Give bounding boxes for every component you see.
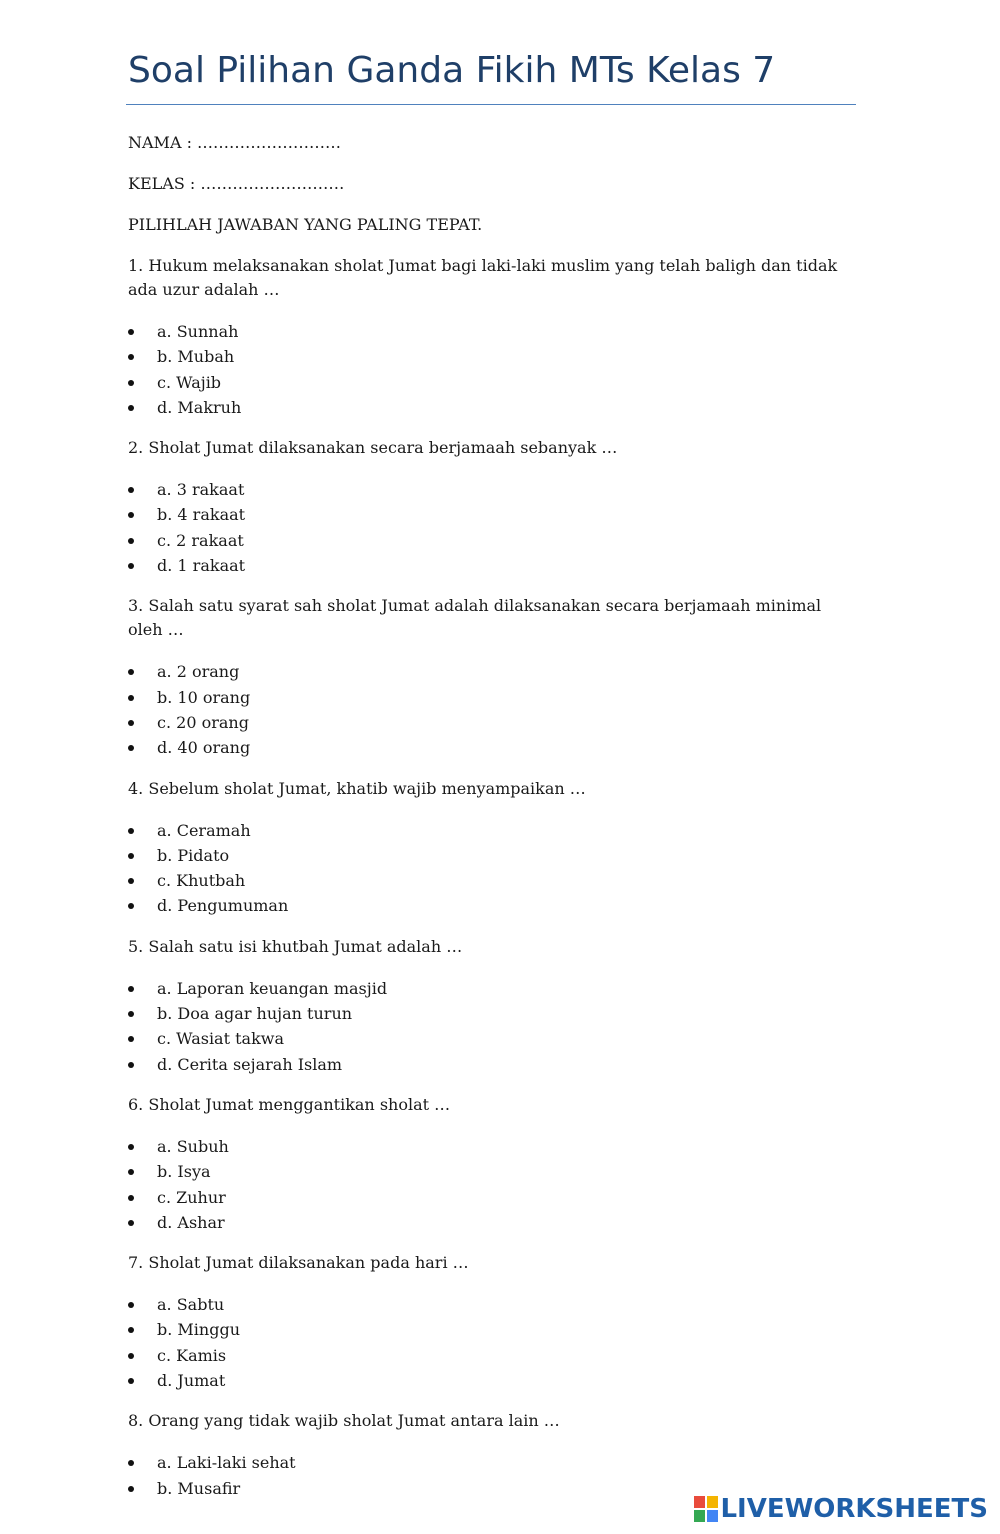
class-field[interactable]: KELAS : ……………………… [128,174,345,193]
answer-option[interactable] [128,1211,838,1236]
answer-option[interactable] [128,1344,838,1369]
option-label: d. 40 orang [157,738,251,758]
bullet-icon [128,986,134,992]
answer-option[interactable] [128,736,838,761]
option-label: a. 3 rakaat [157,480,245,500]
option-label: c. Wasiat takwa [157,1029,285,1049]
bullet-icon [128,1460,134,1466]
worksheet-body [128,131,838,1517]
bullet-icon [128,1011,134,1017]
bullet-icon [128,1062,134,1068]
bullet-icon [128,1036,134,1042]
answer-option[interactable] [128,686,838,711]
bullet-icon [128,903,134,909]
instruction-text: PILIHLAH JAWABAN YANG PALING TEPAT. [128,215,483,234]
option-label: b. 4 rakaat [157,505,246,525]
option-label: a. Sabtu [157,1295,225,1315]
option-label: d. Pengumuman [157,896,289,916]
bullet-icon [128,1486,134,1492]
bullet-icon [128,853,134,859]
option-label: a. Ceramah [157,820,251,840]
option-label: c. Kamis [157,1345,227,1365]
answer-option[interactable] [128,1293,838,1318]
bullet-icon [128,828,134,834]
question-text: 5. Salah satu isi khutbah Jumat adalah … [128,936,463,956]
option-label: b. Minggu [157,1320,241,1340]
answer-option[interactable] [128,1451,838,1476]
option-label: b. Doa agar hujan turun [157,1004,353,1024]
question-text: 3. Salah satu syarat sah sholat Jumat adalah dilaksanakan secara berjamaah minimal oleh … [128,596,822,640]
question-text: 7. Sholat Jumat dilaksanakan pada hari … [128,1253,469,1273]
question-list [128,254,838,1502]
bullet-icon [128,380,134,386]
bullet-icon [128,405,134,411]
question-text: 1. Hukum melaksanakan sholat Jumat bagi laki-laki muslim yang telah baligh dan tidak ada uzur adalah … [128,256,838,299]
option-label: d. Jumat [157,1371,226,1391]
answer-option[interactable] [128,1027,838,1052]
bullet-icon [128,745,134,751]
bullet-icon [128,1144,134,1150]
answer-option[interactable] [128,894,838,919]
bullet-icon [128,1353,134,1359]
answer-option[interactable] [128,371,838,396]
option-label: d. Cerita sejarah Islam [157,1054,343,1074]
option-list [128,660,838,761]
bullet-icon [128,1169,134,1175]
answer-option[interactable] [128,396,838,421]
page-title: Soal Pilihan Ganda Fikih MTs Kelas 7 [128,50,776,91]
answer-option[interactable] [128,1053,838,1078]
bullet-icon [128,878,134,884]
option-label: d. Ashar [157,1212,225,1232]
option-label: c. 20 orang [157,712,249,732]
option-list [128,819,838,920]
answer-option[interactable] [128,660,838,685]
answer-option[interactable] [128,1369,838,1394]
option-label: a. 2 orang [157,662,240,682]
option-label: c. Zuhur [157,1187,226,1207]
bullet-icon [128,1327,134,1333]
answer-option[interactable] [128,1002,838,1027]
option-label: d. Makruh [157,397,242,417]
option-label: a. Sunnah [157,322,239,341]
option-label: a. Subuh [157,1136,229,1156]
answer-option[interactable] [128,711,838,736]
bullet-icon [128,1220,134,1226]
option-list [128,1135,838,1236]
question-text: 2. Sholat Jumat dilaksanakan secara berjamaah sebanyak … [128,438,618,458]
option-list [128,977,838,1078]
option-label: b. Isya [157,1162,211,1182]
bullet-icon [128,329,134,335]
question-text: 4. Sebelum sholat Jumat, khatib wajib menyampaikan … [128,778,586,798]
question-text: 8. Orang yang tidak wajib sholat Jumat antara lain … [128,1411,560,1431]
answer-option[interactable] [128,1186,838,1211]
answer-option[interactable] [128,529,838,554]
answer-option[interactable] [128,320,838,345]
bullet-icon [128,538,134,544]
answer-option[interactable] [128,844,838,869]
option-label: b. 10 orang [157,687,251,707]
option-label: d. 1 rakaat [157,556,246,576]
bullet-icon [128,487,134,493]
name-field[interactable]: NAMA : ……………………… [128,133,342,152]
title-underline [126,104,856,105]
liveworksheets-brand [694,1494,988,1524]
answer-option[interactable] [128,554,838,579]
question-text: 6. Sholat Jumat menggantikan sholat … [128,1094,451,1114]
option-label: b. Musafir [157,1478,241,1498]
brand-name: LIVEWORKSHEETS [720,1494,988,1524]
bullet-icon [128,512,134,518]
bullet-icon [128,1195,134,1201]
option-label: a. Laporan keuangan masjid [157,978,388,998]
bullet-icon [128,563,134,569]
answer-option[interactable] [128,478,838,503]
answer-option[interactable] [128,1318,838,1343]
answer-option[interactable] [128,1135,838,1160]
bullet-icon [128,669,134,675]
option-label: c. Wajib [157,372,222,392]
option-label: a. Laki-laki sehat [157,1453,296,1473]
option-list [128,1293,838,1394]
option-label: c. Khutbah [157,871,246,891]
answer-option[interactable] [128,819,838,844]
answer-option[interactable] [128,345,838,370]
answer-option[interactable] [128,869,838,894]
bullet-icon [128,1378,134,1384]
option-list [128,478,838,579]
answer-option[interactable] [128,503,838,528]
option-label: c. 2 rakaat [157,530,244,550]
bullet-icon [128,1302,134,1308]
liveworksheets-logo-icon [694,1496,718,1522]
option-label: b. Pidato [157,845,230,865]
option-label: b. Mubah [157,347,235,367]
option-list [128,320,838,421]
answer-option[interactable] [128,977,838,1002]
answer-option[interactable] [128,1160,838,1185]
bullet-icon [128,720,134,726]
bullet-icon [128,354,134,360]
bullet-icon [128,695,134,701]
